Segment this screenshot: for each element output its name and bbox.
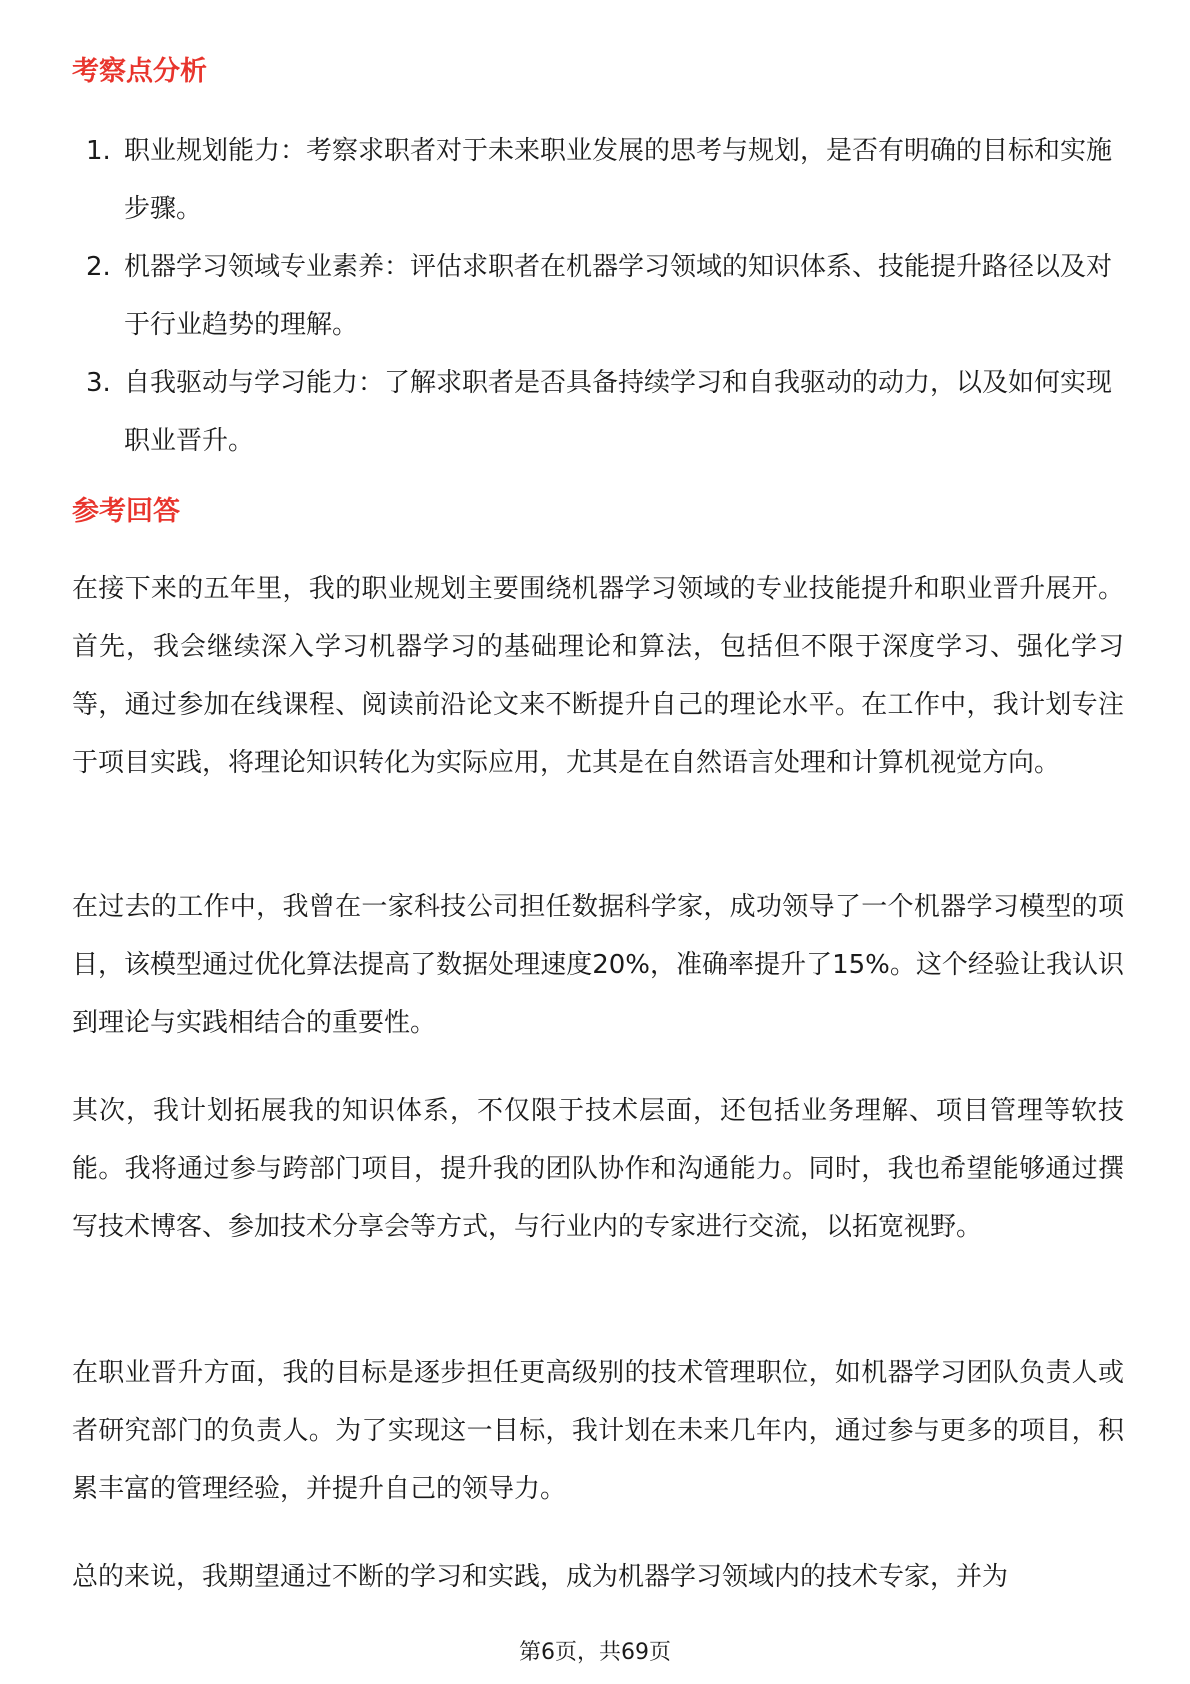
answer-paragraph-2: 在过去的工作中，我曾在一家科技公司担任数据科学家，成功领导了一个机器学习模型的项目，该模型通过优化算法提高了数据处理速度20%，准确率提升了15%。这个经验让我认识到理论与实践相结合的重要性。 [72, 892, 1124, 1038]
section-heading-analysis: 考察点分析 [72, 56, 207, 87]
list-item-text: 职业规划能力：考察求职者对于未来职业发展的思考与规划，是否有明确的目标和实施步骤。 [124, 136, 1113, 224]
section-heading-reference-answer: 参考回答 [72, 496, 180, 527]
list-item [72, 238, 1122, 354]
list-item-number: 3. [86, 368, 111, 398]
list-item [72, 354, 1122, 470]
answer-paragraph-4: 在职业晋升方面，我的目标是逐步担任更高级别的技术管理职位，如机器学习团队负责人或者研究部门的负责人。为了实现这一目标，我计划在未来几年内，通过参与更多的项目，积累丰富的管理经验，并提升自己的领导力。 [72, 1358, 1124, 1504]
page-bottom-margin [0, 1610, 1190, 1636]
answer-paragraph-5: 总的来说，我期望通过不断的学习和实践，成为机器学习领域内的技术专家，并为 [72, 1562, 1009, 1592]
list-item [72, 122, 1122, 238]
list-item-text: 机器学习领域专业素养：评估求职者在机器学习领域的知识体系、技能提升路径以及对于行业趋势的理解。 [124, 252, 1113, 340]
list-item-text: 自我驱动与学习能力：了解求职者是否具备持续学习和自我驱动的动力，以及如何实现职业晋升。 [124, 368, 1113, 456]
answer-paragraph-1: 在接下来的五年里，我的职业规划主要围绕机器学习领域的专业技能提升和职业晋升展开。首先，我会继续深入学习机器学习的基础理论和算法，包括但不限于深度学习、强化学习等，通过参加在线课程、阅读前沿论文来不断提升自己的理论水平。在工作中，我计划专注于项目实践，将理论知识转化为实际应用，尤其是在自然语言处理和计算机视觉方向。 [72, 574, 1124, 778]
analysis-list [72, 122, 1122, 470]
list-item-number: 1. [86, 136, 111, 166]
list-item-number: 2. [86, 252, 111, 282]
answer-paragraph-3: 其次，我计划拓展我的知识体系，不仅限于技术层面，还包括业务理解、项目管理等软技能。我将通过参与跨部门项目，提升我的团队协作和沟通能力。同时，我也希望能够通过撰写技术博客、参加技术分享会等方式，与行业内的专家进行交流，以拓宽视野。 [72, 1096, 1124, 1242]
page-number-footer: 第6页，共69页 [519, 1640, 671, 1665]
